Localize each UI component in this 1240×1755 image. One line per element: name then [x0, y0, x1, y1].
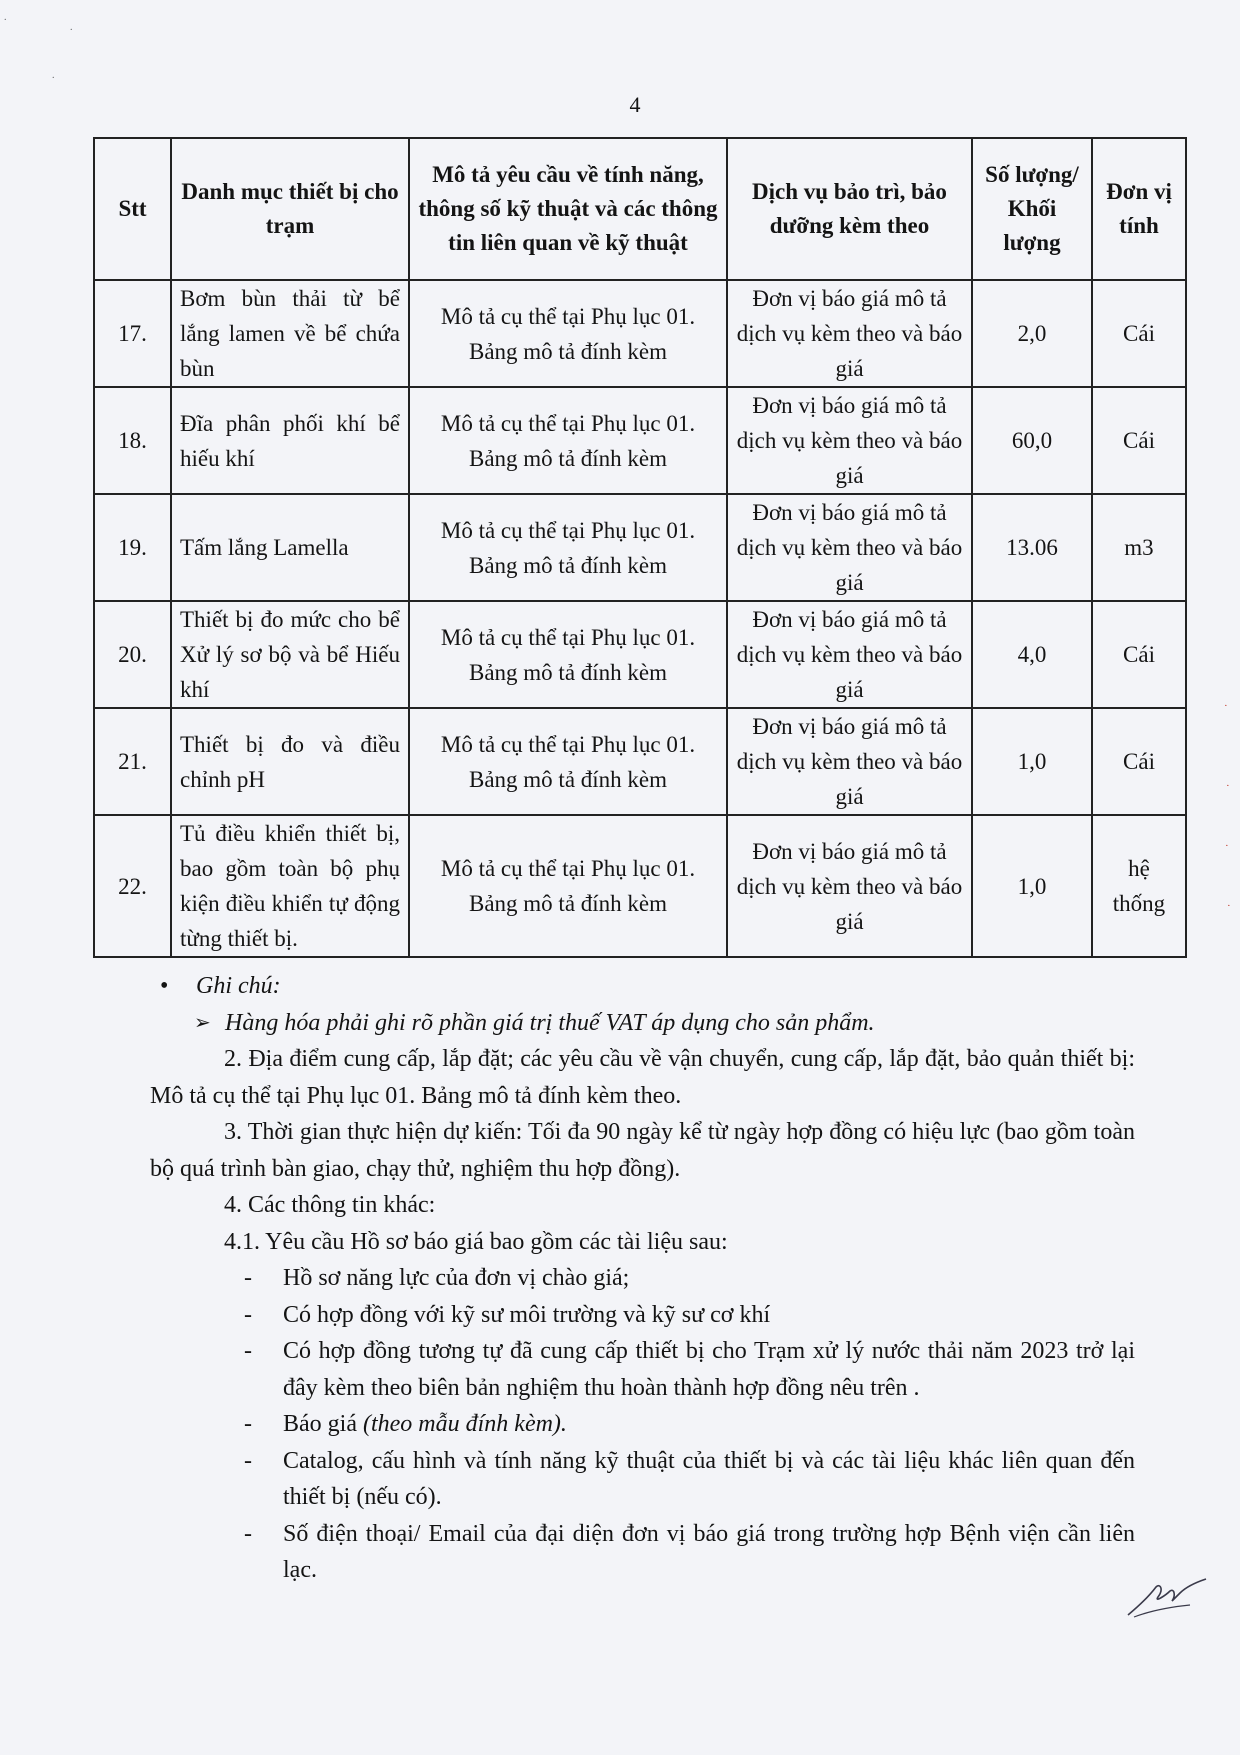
scan-speck: ·: [1227, 900, 1231, 912]
cell-service: Đơn vị báo giá mô tả dịch vụ kèm theo và báo giá: [727, 387, 972, 494]
list-item: [150, 1333, 1135, 1406]
table-row: [94, 494, 1186, 601]
arrow-bullet-icon: ➢: [194, 1011, 211, 1034]
cell-description: Mô tả cụ thể tại Phụ lục 01. Bảng mô tả đính kèm: [409, 708, 727, 815]
table-row: [94, 280, 1186, 387]
cell-service: Đơn vị báo giá mô tả dịch vụ kèm theo và báo giá: [727, 601, 972, 708]
requirement-text: Có hợp đồng với kỹ sư môi trường và kỹ sư cơ khí: [283, 1301, 771, 1328]
cell-description: Mô tả cụ thể tại Phụ lục 01. Bảng mô tả đính kèm: [409, 280, 727, 387]
notes-heading: [150, 968, 1135, 1005]
requirement-text: Báo giá: [283, 1411, 363, 1437]
scan-speck: .: [4, 12, 7, 23]
bullet-icon: •: [160, 973, 169, 999]
cell-equipment-name: Thiết bị đo và điều chỉnh pH: [171, 708, 409, 815]
cell-stt: 18.: [94, 387, 171, 494]
dash-bullet: -: [244, 1411, 252, 1437]
table-row: [94, 601, 1186, 708]
cell-equipment-name: Tủ điều khiển thiết bị, bao gồm toàn bộ phụ kiện điều khiển tự động từng thiết bị.: [171, 815, 409, 957]
cell-quantity: 2,0: [972, 280, 1092, 387]
cell-quantity: 1,0: [972, 815, 1092, 957]
section-4-other-info: 4. Các thông tin khác:: [224, 1192, 436, 1218]
cell-stt: 22.: [94, 815, 171, 957]
page-number: 4: [629, 92, 641, 117]
dash-bullet: -: [244, 1520, 252, 1547]
header-unit: Đơn vị tính: [1092, 138, 1186, 280]
section-4-1-requirements: 4.1. Yêu cầu Hồ sơ báo giá bao gồm các tài liệu sau:: [224, 1228, 728, 1255]
scan-speck: ·: [1224, 700, 1228, 712]
cell-equipment-name: Thiết bị đo mức cho bể Xử lý sơ bộ và bể Hiếu khí: [171, 601, 409, 708]
section-2-delivery: 2. Địa điểm cung cấp, lắp đặt; các yêu cầu về vận chuyển, cung cấp, lắp đặt, bảo quản thiết bị: Mô tả cụ thể tại Phụ lục 01. Bảng mô tả đính kèm theo.: [150, 1046, 1135, 1109]
cell-description: Mô tả cụ thể tại Phụ lục 01. Bảng mô tả đính kèm: [409, 494, 727, 601]
dash-bullet: -: [244, 1447, 252, 1474]
cell-stt: 19.: [94, 494, 171, 601]
cell-unit: Cái: [1092, 280, 1186, 387]
table-header-row: [94, 138, 1186, 280]
cell-service: Đơn vị báo giá mô tả dịch vụ kèm theo và báo giá: [727, 494, 972, 601]
scan-speck: ·: [1226, 780, 1230, 792]
list-item: [150, 1260, 1135, 1297]
cell-equipment-name: Tấm lắng Lamella: [171, 494, 409, 601]
cell-quantity: 1,0: [972, 708, 1092, 815]
header-equipment-name: Danh mục thiết bị cho trạm: [171, 138, 409, 280]
header-maintenance-service: Dịch vụ bảo trì, bảo dưỡng kèm theo: [727, 138, 972, 280]
cell-description: Mô tả cụ thể tại Phụ lục 01. Bảng mô tả đính kèm: [409, 815, 727, 957]
dash-bullet: -: [244, 1265, 252, 1291]
cell-description: Mô tả cụ thể tại Phụ lục 01. Bảng mô tả đính kèm: [409, 387, 727, 494]
section-3-timeline: 3. Thời gian thực hiện dự kiến: Tối đa 90 ngày kể từ ngày hợp đồng có hiệu lực (bao gồm toàn bộ quá trình bàn giao, chạy thử, nghiệm thu hợp đồng).: [150, 1119, 1135, 1182]
cell-equipment-name: Đĩa phân phối khí bể hiếu khí: [171, 387, 409, 494]
list-item: [150, 1516, 1135, 1589]
cell-stt: 17.: [94, 280, 171, 387]
equipment-table: [93, 137, 1187, 958]
initial-signature: [1120, 1575, 1210, 1625]
cell-unit: Cái: [1092, 708, 1186, 815]
list-item: [150, 1443, 1135, 1516]
dash-bullet: -: [244, 1338, 252, 1364]
header-description: Mô tả yêu cầu về tính năng, thông số kỹ thuật và các thông tin liên quan về kỹ thuật: [409, 138, 727, 280]
scan-speck: ·: [1225, 840, 1229, 852]
header-stt: Stt: [94, 138, 171, 280]
requirement-text: Số điện thoại/ Email của đại diện đơn vị báo giá trong trường hợp Bệnh viện cần liên lạc.: [283, 1520, 1135, 1583]
cell-quantity: 4,0: [972, 601, 1092, 708]
scan-speck: .: [70, 22, 73, 33]
cell-unit: m3: [1092, 494, 1186, 601]
dash-bullet: -: [244, 1301, 252, 1328]
cell-equipment-name: Bơm bùn thải từ bể lắng lamen về bể chứa bùn: [171, 280, 409, 387]
requirement-text: Hồ sơ năng lực của đơn vị chào giá;: [283, 1265, 630, 1291]
table-row: [94, 708, 1186, 815]
vat-note: [150, 1005, 1135, 1042]
cell-stt: 20.: [94, 601, 171, 708]
cell-stt: 21.: [94, 708, 171, 815]
cell-unit: hệ thống: [1092, 815, 1186, 957]
list-item: [150, 1406, 1135, 1443]
cell-quantity: 13.06: [972, 494, 1092, 601]
cell-service: Đơn vị báo giá mô tả dịch vụ kèm theo và báo giá: [727, 708, 972, 815]
header-quantity: Số lượng/ Khối lượng: [972, 138, 1092, 280]
requirement-text: Catalog, cấu hình và tính năng kỹ thuật của thiết bị và các tài liệu khác liên quan đến thiết bị (nếu có).: [283, 1447, 1135, 1510]
cell-unit: Cái: [1092, 387, 1186, 494]
scan-speck: .: [52, 70, 55, 81]
cell-service: Đơn vị báo giá mô tả dịch vụ kèm theo và báo giá: [727, 815, 972, 957]
document-body: [150, 968, 1135, 1589]
table-row: [94, 815, 1186, 957]
cell-service: Đơn vị báo giá mô tả dịch vụ kèm theo và báo giá: [727, 280, 972, 387]
cell-quantity: 60,0: [972, 387, 1092, 494]
table-row: [94, 387, 1186, 494]
vat-note-text: Hàng hóa phải ghi rõ phần giá trị thuế VAT áp dụng cho sản phẩm.: [225, 1009, 875, 1036]
requirement-text: Có hợp đồng tương tự đã cung cấp thiết bị cho Trạm xử lý nước thải năm 2023 trở lại đây kèm theo biên bản nghiệm thu hoàn thành hợp đồng nêu trên .: [283, 1338, 1135, 1401]
cell-description: Mô tả cụ thể tại Phụ lục 01. Bảng mô tả đính kèm: [409, 601, 727, 708]
list-item: [150, 1297, 1135, 1334]
notes-title: Ghi chú:: [196, 973, 281, 999]
cell-unit: Cái: [1092, 601, 1186, 708]
requirement-text-italic: (theo mẫu đính kèm).: [362, 1411, 567, 1437]
